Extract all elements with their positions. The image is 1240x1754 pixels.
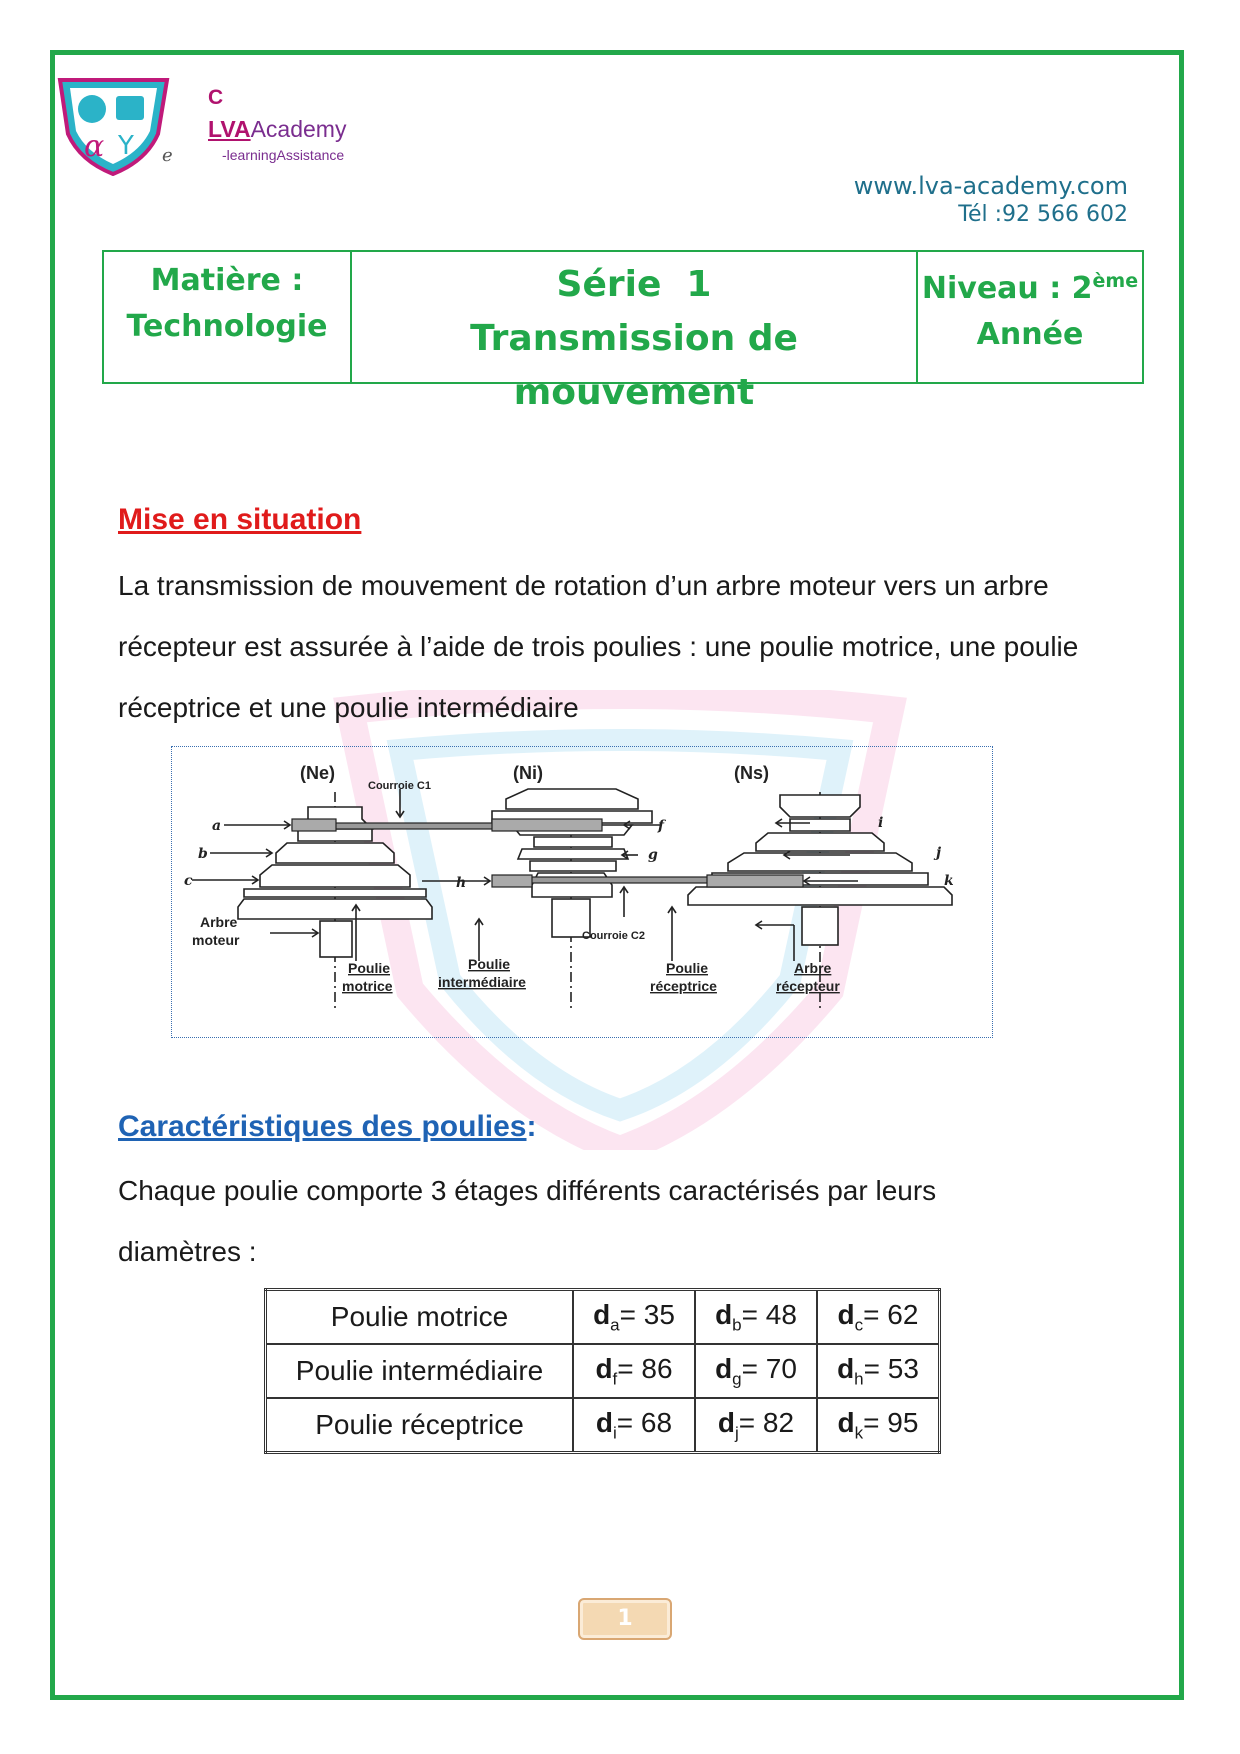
- niveau-sup: ème: [1092, 270, 1139, 292]
- table-row: [266, 1398, 940, 1453]
- diameter-subscript: a: [610, 1315, 620, 1335]
- diameter-symbol: d: [715, 1352, 733, 1384]
- niveau-label: Niveau : 2: [921, 271, 1093, 306]
- diameter-value: = 95: [863, 1406, 919, 1438]
- diameter-cell: [817, 1344, 940, 1398]
- diameter-symbol: d: [595, 1352, 613, 1384]
- label-ns: (Ns): [734, 763, 769, 783]
- diameter-value: = 48: [741, 1298, 797, 1330]
- label-courroie-c1: Courroie C1: [368, 780, 431, 792]
- label-arbre-recep-2: récepteur: [776, 978, 840, 994]
- label-ne: (Ne): [300, 763, 335, 783]
- brand-c: C: [208, 86, 224, 109]
- label-ni: (Ni): [513, 763, 543, 783]
- diameter-symbol: d: [717, 1406, 736, 1438]
- section2-paragraph: Chaque poulie comporte 3 étages différents caractérisés par leurs diamètres :: [118, 1175, 937, 1267]
- label-c: c: [184, 873, 193, 889]
- label-arbre-moteur-1: Arbre: [200, 914, 238, 930]
- section-title-caracteristiques: [118, 1110, 537, 1144]
- brand-academy: Academy: [250, 116, 347, 142]
- diameter-cell: [817, 1290, 940, 1345]
- niveau-cell: [918, 252, 1142, 382]
- pulley-diagram: [171, 746, 993, 1038]
- diameter-cell: [573, 1398, 695, 1453]
- serie-label: Série 1: [556, 264, 712, 305]
- diameter-cell: [695, 1398, 817, 1453]
- table-row: [266, 1344, 940, 1398]
- website-link[interactable]: www.lva-academy.com: [853, 172, 1128, 200]
- matiere-label: Matière :: [150, 263, 304, 298]
- diameter-subscript: f: [612, 1369, 618, 1389]
- label-poulie-inter-1: Poulie: [468, 956, 511, 972]
- label-poulie-recep-1: Poulie: [666, 960, 709, 976]
- diameter-cell: [695, 1344, 817, 1398]
- phone-number: Tél :92 566 602: [958, 202, 1128, 227]
- label-f: f: [658, 818, 665, 834]
- diameter-subscript: i: [613, 1423, 617, 1443]
- page-number: 1: [578, 1598, 672, 1640]
- contact-block: [854, 172, 1128, 227]
- table-body: [266, 1290, 940, 1453]
- label-j: j: [936, 845, 942, 861]
- label-k: k: [944, 873, 954, 889]
- diameter-symbol: d: [593, 1298, 611, 1330]
- logo-e-mark: e: [162, 145, 173, 166]
- section-title-mise-en-situation: Mise en situation: [118, 503, 362, 536]
- diameter-symbol: d: [595, 1406, 614, 1438]
- brand-block: [208, 86, 346, 163]
- diameter-cell: [817, 1398, 940, 1453]
- label-poulie-motrice-1: Poulie: [348, 960, 391, 976]
- title-cell: [352, 252, 918, 413]
- matiere-cell: [104, 252, 352, 382]
- header-table: [102, 250, 1144, 413]
- diameter-value: = 70: [741, 1352, 797, 1384]
- diameter-subscript: k: [854, 1423, 864, 1443]
- section1-paragraph: La transmission de mouvement de rotation d’un arbre moteur vers un arbre récepteur est assurée à l’aide de trois poulies : une poulie motrice, une poulie réceptrice et une poulie intermédiaire: [118, 570, 1079, 723]
- label-g: g: [648, 847, 658, 863]
- diameter-value: = 86: [617, 1352, 673, 1384]
- brand-subtitle: -learningAssistance: [222, 147, 345, 163]
- diameter-value: = 62: [863, 1298, 919, 1330]
- page-title: Transmission de mouvement: [470, 318, 798, 413]
- diameter-subscript: c: [854, 1315, 864, 1335]
- niveau-value: Année: [976, 317, 1084, 352]
- pulley-name-cell: Poulie intermédiaire: [266, 1344, 574, 1398]
- diameter-symbol: d: [837, 1298, 855, 1330]
- label-poulie-motrice-2: motrice: [342, 978, 393, 994]
- svg-text:Y: Y: [118, 131, 134, 161]
- label-arbre-recep-1: Arbre: [794, 960, 832, 976]
- pulley-diameters-table: [264, 1288, 941, 1454]
- diameter-cell: [573, 1344, 695, 1398]
- diameter-subscript: h: [854, 1369, 864, 1389]
- matiere-value: Technologie: [126, 309, 328, 344]
- label-courroie-c2: Courroie C2: [582, 930, 645, 942]
- diameter-value: = 53: [863, 1352, 919, 1384]
- section2-colon: :: [526, 1110, 537, 1143]
- pulley-name-cell: Poulie réceptrice: [266, 1398, 574, 1453]
- label-arbre-moteur-2: moteur: [192, 932, 240, 948]
- diameter-value: = 82: [738, 1406, 795, 1438]
- diameter-value: = 35: [619, 1298, 675, 1330]
- label-poulie-inter-2: intermédiaire: [438, 974, 526, 990]
- diameter-cell: [573, 1290, 695, 1345]
- diameter-value: = 68: [616, 1406, 673, 1438]
- diameter-subscript: g: [732, 1369, 742, 1389]
- table-row: [266, 1290, 940, 1345]
- diameter-symbol: d: [715, 1298, 733, 1330]
- diameter-symbol: d: [837, 1406, 855, 1438]
- brand-lva: LVA: [208, 116, 251, 142]
- label-poulie-recep-2: réceptrice: [650, 978, 717, 994]
- label-b: b: [198, 846, 208, 862]
- section2-title-text: Caractéristiques des poulies: [118, 1110, 527, 1143]
- diameter-symbol: d: [837, 1352, 855, 1384]
- diameter-subscript: b: [732, 1315, 742, 1335]
- label-i: i: [878, 815, 884, 831]
- pulley-name-cell: Poulie motrice: [266, 1290, 574, 1345]
- label-h: h: [456, 875, 467, 891]
- diameter-cell: [695, 1290, 817, 1345]
- diameter-subscript: j: [735, 1423, 739, 1443]
- lva-logo-icon: [56, 76, 171, 176]
- svg-text:α: α: [84, 129, 105, 164]
- label-a: a: [212, 818, 222, 834]
- brand-name: [208, 116, 346, 143]
